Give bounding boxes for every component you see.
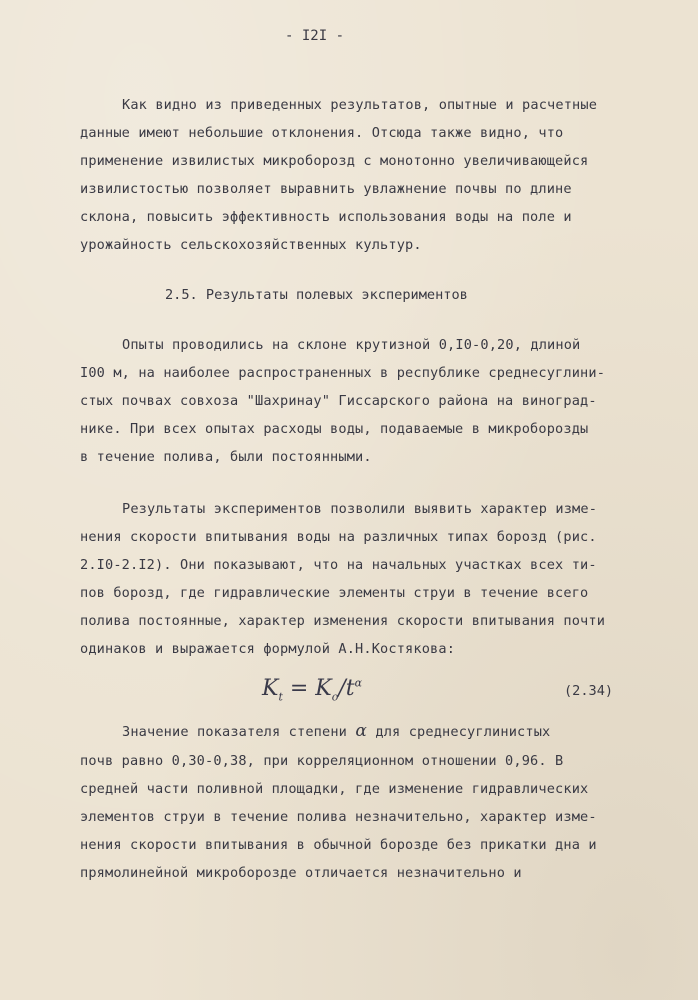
- text-line: одинаков и выражается формулой А.Н.Костякова:: [80, 641, 456, 657]
- text-line: извилистостью позволяет выравнить увлажнение почвы по длине: [80, 181, 572, 197]
- text-segment: для среднесуглинистых: [375, 724, 551, 740]
- formula-lhs-subscript: t: [278, 690, 283, 704]
- text-line: в течение полива, были постоянными.: [80, 449, 372, 465]
- text-line: нения скорости впитывания в обычной борозде без прикатки дна и: [80, 837, 597, 853]
- text-line: Результаты экспериментов позволили выявить характер изме-: [122, 501, 598, 517]
- formula-divider: /t: [338, 676, 355, 701]
- kostyakov-formula: [262, 676, 362, 703]
- text-line: 2.I0-2.I2). Они показывают, что на начальных участках всех ти-: [80, 557, 597, 573]
- text-line: почв равно 0,30-0,38, при корреляционном отношении 0,96. В: [80, 753, 564, 769]
- text-line: пов борозд, где гидравлические элементы струи в течение всего: [80, 585, 589, 601]
- formula-rhs-subscript: o: [331, 690, 339, 704]
- text-line: данные имеют небольшие отклонения. Отсюда также видно, что: [80, 125, 564, 141]
- text-line: прямолинейной микроборозде отличается незначительно и: [80, 865, 522, 881]
- text-line: I00 м, на наиболее распространенных в республике среднесуглини-: [80, 365, 606, 381]
- text-line: средней части поливной площадки, где изменение гидравлических: [80, 781, 589, 797]
- formula-equals: =: [289, 676, 309, 701]
- page-number: - I2I -: [285, 28, 345, 44]
- formula-number: (2.34): [564, 683, 614, 699]
- alpha-symbol: α: [355, 721, 368, 741]
- text-line: Как видно из приведенных результатов, опытные и расчетные: [122, 97, 598, 113]
- text-line: Опыты проводились на склоне крутизной 0,I0-0,20, длиной: [122, 337, 581, 353]
- text-line: [122, 722, 550, 741]
- text-segment: Значение показателя степени: [122, 724, 348, 740]
- text-line: склона, повысить эффективность использования воды на поле и: [80, 209, 572, 225]
- text-line: применение извилистых микроборозд с монотонно увеличивающейся: [80, 153, 589, 169]
- text-line: стых почвах совхоза "Шахринау" Гиссарского района на виноград-: [80, 393, 597, 409]
- text-line: элементов струи в течение полива незначительно, характер изме-: [80, 809, 597, 825]
- section-heading: 2.5. Результаты полевых экспериментов: [165, 287, 468, 303]
- formula-rhs-symbol: K: [315, 676, 332, 701]
- text-line: нения скорости впитывания воды на различных типах борозд (рис.: [80, 529, 597, 545]
- formula-lhs-symbol: K: [262, 676, 279, 701]
- text-line: нике. При всех опытах расходы воды, подаваемые в микроборозды: [80, 421, 589, 437]
- formula-exponent: α: [354, 676, 363, 690]
- text-line: урожайность сельскохозяйственных культур.: [80, 237, 422, 253]
- text-line: полива постоянные, характер изменения скорости впитывания почти: [80, 613, 606, 629]
